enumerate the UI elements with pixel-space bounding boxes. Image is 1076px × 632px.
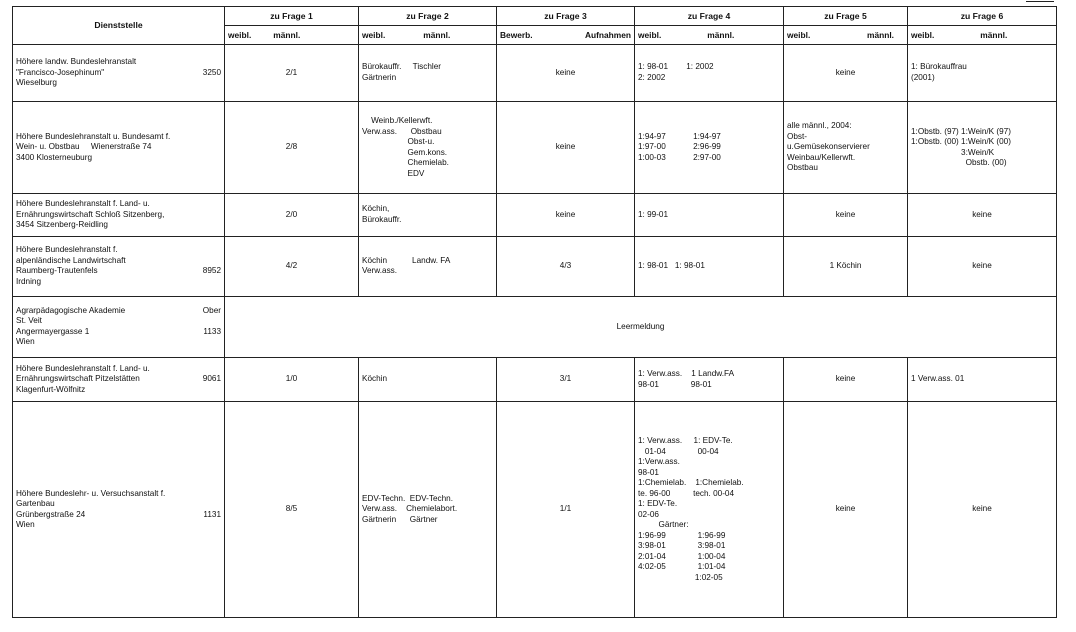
cell-line: Verw.ass.: [362, 266, 398, 276]
header-dienststelle: Dienststelle: [13, 7, 225, 45]
subheader-frage-3: [497, 26, 635, 45]
dienststelle-plz: 1131: [203, 509, 221, 519]
cell-frage-1: 8/5: [225, 402, 359, 618]
cell-dienststelle: [13, 101, 225, 193]
cell-frage-5: keine: [784, 357, 908, 402]
subheader-frage-5: [784, 26, 908, 45]
cell-frage-2: [359, 402, 497, 618]
header-frage-1: zu Frage 1: [225, 7, 359, 26]
subheader-frage-6: [908, 26, 1057, 45]
cell-leermeldung: Leermeldung: [225, 296, 1057, 357]
cell-dienststelle: [13, 45, 225, 102]
subheader-weibl: weibl.: [638, 29, 662, 40]
cell-line: Köchin,: [362, 204, 390, 214]
cell-line: Verw.ass. Chemielabort.: [362, 504, 458, 514]
cell-line: 1: Verw.ass. 1 Landw.FA: [638, 369, 735, 379]
table-row: [13, 194, 1057, 236]
cell-frage-6: keine: [908, 402, 1057, 618]
subheader-maennl: männl.: [867, 29, 894, 40]
survey-table: [12, 6, 1057, 618]
cell-frage-1: 2/8: [225, 101, 359, 193]
cell-frage-2: [359, 45, 497, 102]
cell-dienststelle: [13, 194, 225, 236]
cell-frage-6: [908, 45, 1057, 102]
cell-dienststelle: [13, 296, 225, 357]
cell-frage-6: keine: [908, 236, 1057, 296]
cell-line: 98-01: [638, 467, 659, 477]
cell-line: 1 Verw.ass. 01: [911, 374, 965, 384]
dienststelle-line: Wieselburg: [16, 78, 57, 88]
cell-frage-2: [359, 101, 497, 193]
cell-frage-5: keine: [784, 402, 908, 618]
cell-frage-4: [635, 236, 784, 296]
dienststelle-line: 3454 Sitzenberg-Reidling: [16, 220, 108, 230]
cell-line: 3:98-01 3:98-01: [638, 541, 726, 551]
header-frage-3: zu Frage 3: [497, 7, 635, 26]
table-row: [13, 101, 1057, 193]
cell-frage-2: [359, 236, 497, 296]
cell-frage-3: keine: [497, 101, 635, 193]
subheader-frage-2: [359, 26, 497, 45]
subheader-maennl: männl.: [423, 29, 451, 40]
subheader-weibl: weibl.: [362, 29, 386, 40]
cell-line: 2: 2002: [638, 72, 666, 82]
cell-line: 1:Obstb. (00) 1:Wein/K (00): [911, 137, 1011, 147]
subheader-maennl: männl.: [980, 29, 1008, 40]
dienststelle-line: Ernährungswirtschaft Pitzelstätten: [16, 374, 140, 384]
cell-line: EDV-Techn. EDV-Techn.: [362, 493, 454, 503]
subheader-weibl: weibl.: [911, 29, 935, 40]
cell-line: Gärtner:: [638, 520, 689, 530]
cell-frage-2: [359, 357, 497, 402]
subheader-frage-1: [225, 26, 359, 45]
cell-line: 1:97-00 2:96-99: [638, 142, 721, 152]
dienststelle-line: Höhere Bundeslehranstalt f.: [16, 245, 118, 255]
cell-line: Gärtnerin: [362, 72, 397, 82]
cell-line: 1:02-05: [638, 572, 723, 582]
cell-line: EDV: [362, 168, 425, 178]
dienststelle-line: Höhere Bundeslehranstalt u. Bundesamt f.: [16, 131, 171, 141]
table-row: [13, 296, 1057, 357]
cell-line: Obst-: [787, 131, 808, 141]
cell-line: 1: 99-01: [638, 209, 669, 219]
dienststelle-line: Höhere landw. Bundeslehranstalt: [16, 57, 137, 67]
dienststelle-plz: 1133: [203, 326, 221, 336]
cell-line: 1:Obstb. (97) 1:Wein/K (97): [911, 126, 1011, 136]
cell-line: Bürokauffr.: [362, 214, 402, 224]
cell-line: 1:00-03 2:97-00: [638, 152, 721, 162]
cell-frage-1: 2/0: [225, 194, 359, 236]
header-frage-6: zu Frage 6: [908, 7, 1057, 26]
dienststelle-line: alpenländische Landwirtschaft: [16, 255, 126, 265]
dienststelle-line: Wien: [16, 337, 35, 347]
cell-line: Gärtnerin Gärtner: [362, 514, 438, 524]
page-corner-rule: [1026, 1, 1054, 2]
cell-line: Köchin: [362, 374, 388, 384]
dienststelle-line: St. Veit: [16, 316, 42, 326]
cell-dienststelle: [13, 357, 225, 402]
dienststelle-extra: Ober: [202, 305, 221, 315]
dienststelle-line: 3400 Klosterneuburg: [16, 152, 93, 162]
dienststelle-plz: 3250: [202, 67, 221, 77]
cell-line: 1:Verw.ass.: [638, 457, 680, 467]
cell-frage-5: keine: [784, 194, 908, 236]
cell-line: 2:01-04 1:00-04: [638, 551, 726, 561]
cell-frage-1: 4/2: [225, 236, 359, 296]
cell-frage-4: [635, 402, 784, 618]
cell-frage-3: 3/1: [497, 357, 635, 402]
cell-frage-4: [635, 194, 784, 236]
cell-line: Köchin Landw. FA: [362, 255, 451, 265]
cell-line: Weinbau/Kellerwft.: [787, 152, 856, 162]
cell-line: 98-01 98-01: [638, 379, 712, 389]
subheader-maennl: männl.: [707, 29, 735, 40]
dienststelle-line: Wien: [16, 520, 35, 530]
cell-line: Obstb. (00): [911, 158, 1007, 168]
dienststelle-line: Raumberg-Trautenfels: [16, 266, 98, 276]
cell-line: 1:96-99 1:96-99: [638, 530, 726, 540]
dienststelle-plz: 8952: [202, 266, 221, 276]
subheader-weibl: weibl.: [228, 29, 252, 40]
cell-line: 1: Verw.ass. 1: EDV-Te.: [638, 436, 733, 446]
cell-frage-3: 1/1: [497, 402, 635, 618]
cell-line: Obstbau: [787, 163, 818, 173]
cell-line: 1:Chemielab. 1:Chemielab.: [638, 478, 744, 488]
cell-line: Obst-u.: [362, 137, 435, 147]
dienststelle-line: Höhere Bundeslehr- u. Versuchsanstalt f.: [16, 488, 166, 498]
header-frage-4: zu Frage 4: [635, 7, 784, 26]
cell-line: 1:94-97 1:94-97: [638, 131, 721, 141]
cell-line: u.Gemüsekonservierer: [787, 142, 870, 152]
dienststelle-line: Agrarpädagogische Akademie: [16, 305, 126, 315]
dienststelle-line: Irdning: [16, 276, 42, 286]
cell-line: alle männl., 2004:: [787, 121, 852, 131]
cell-line: te. 96-00 tech. 00-04: [638, 488, 735, 498]
table-row: [13, 402, 1057, 618]
cell-frage-1: 1/0: [225, 357, 359, 402]
cell-frage-5: keine: [784, 45, 908, 102]
dienststelle-line: "Francisco-Josephinum": [16, 67, 105, 77]
cell-frage-4: [635, 357, 784, 402]
subheader-frage-4: [635, 26, 784, 45]
cell-line: Bürokauffr. Tischler: [362, 62, 442, 72]
cell-dienststelle: [13, 402, 225, 618]
cell-line: 01-04 00-04: [638, 446, 719, 456]
cell-line: 3:Wein/K: [911, 147, 995, 157]
cell-line: 1: EDV-Te.: [638, 499, 678, 509]
dienststelle-line: Höhere Bundeslehranstalt f. Land- u.: [16, 199, 150, 209]
dienststelle-line: Angermayergasse 1: [16, 326, 90, 336]
subheader-maennl: männl.: [273, 29, 301, 40]
dienststelle-line: Ernährungswirtschaft Schloß Sitzenberg,: [16, 209, 165, 219]
cell-line: 1: Bürokauffrau: [911, 62, 967, 72]
cell-line: 02-06: [638, 509, 659, 519]
subheader-aufnahmen: Aufnahmen: [584, 29, 631, 40]
cell-line: Gem.kons.: [362, 147, 448, 157]
subheader-bewerb: Bewerb.: [500, 29, 533, 40]
cell-line: Chemielab.: [362, 158, 449, 168]
header-frage-2: zu Frage 2: [359, 7, 497, 26]
table-row: [13, 45, 1057, 102]
dienststelle-line: Klagenfurt-Wölfnitz: [16, 384, 86, 394]
cell-frage-5: 1 Köchin: [784, 236, 908, 296]
table-row: [13, 357, 1057, 402]
dienststelle-line: Grünbergstraße 24: [16, 509, 86, 519]
cell-frage-4: [635, 101, 784, 193]
cell-frage-6: [908, 357, 1057, 402]
cell-frage-2: [359, 194, 497, 236]
cell-dienststelle: [13, 236, 225, 296]
cell-frage-1: 2/1: [225, 45, 359, 102]
header-frage-5: zu Frage 5: [784, 7, 908, 26]
cell-line: (2001): [911, 72, 935, 82]
cell-frage-6: keine: [908, 194, 1057, 236]
cell-line: 4:02-05 1:01-04: [638, 562, 726, 572]
cell-frage-3: keine: [497, 45, 635, 102]
cell-frage-3: keine: [497, 194, 635, 236]
cell-frage-6: [908, 101, 1057, 193]
dienststelle-line: Wein- u. Obstbau Wienerstraße 74: [16, 142, 152, 152]
cell-frage-3: 4/3: [497, 236, 635, 296]
cell-line: Weinb./Kellerwft.: [362, 116, 433, 126]
dienststelle-line: Gartenbau: [16, 499, 55, 509]
cell-line: Verw.ass. Obstbau: [362, 126, 442, 136]
dienststelle-line: Höhere Bundeslehranstalt f. Land- u.: [16, 363, 150, 373]
dienststelle-plz: 9061: [202, 374, 221, 384]
subheader-weibl: weibl.: [787, 29, 811, 40]
table-row: [13, 236, 1057, 296]
cell-line: 1: 98-01 1: 2002: [638, 62, 714, 72]
cell-frage-5: [784, 101, 908, 193]
cell-frage-4: [635, 45, 784, 102]
cell-line: 1: 98-01 1: 98-01: [638, 260, 705, 270]
